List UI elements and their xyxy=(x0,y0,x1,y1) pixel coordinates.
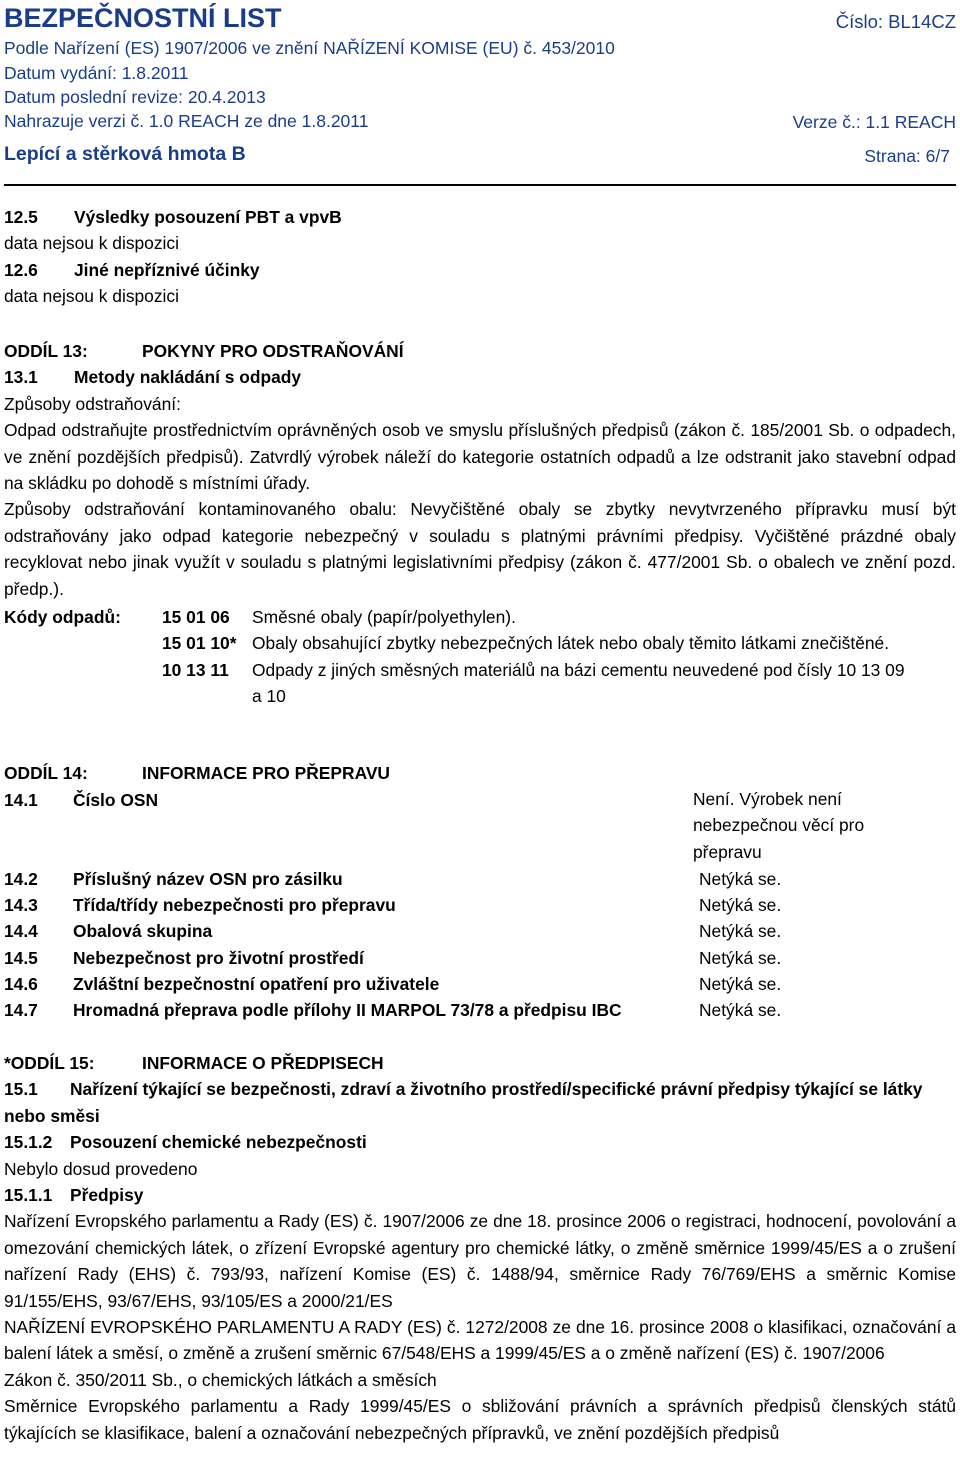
transport-value: Netýká se. xyxy=(699,869,782,889)
section-12-continued xyxy=(4,204,956,310)
waste-code-description: Obaly obsahující zbytky nebezpečných látek nebo obaly těmito látkami znečištěné. xyxy=(252,633,890,654)
transport-value: Není. Výrobek není nebezpečnou věcí pro přepravu xyxy=(693,789,865,862)
section-15 xyxy=(4,1050,956,1446)
transport-label: Zvláštní bezpečnostní opatření pro uživatele xyxy=(73,974,440,994)
regulation-act-350: Zákon č. 350/2011 Sb., o chemických látkách a směsích xyxy=(4,1369,437,1390)
heading-12-6: 12.6 Jiné nepříznivé účinky xyxy=(4,259,260,280)
transport-row: 14.4 Obalová skupina Netýká se. xyxy=(4,918,956,944)
waste-code-description: Odpady z jiných směsných materiálů na bázi cementu neuvedené pod čísly 10 13 09 a 10 xyxy=(252,659,905,707)
waste-code-row xyxy=(4,604,956,630)
section-14-heading: ODDÍL 14: INFORMACE PRO PŘEPRAVU xyxy=(4,763,390,783)
heading-12-5: 12.5 Výsledky posouzení PBT a vpvB xyxy=(4,207,342,227)
transport-label: Nebezpečnost pro životní prostředí xyxy=(73,948,364,968)
regulation-clp: NAŘÍZENÍ EVROPSKÉHO PARLAMENTU A RADY (ES) č. 1272/2008 ze dne 16. prosince 2008 o klasifikaci, označování a balení látek a směsí, o změně a zrušení směrnic 67/548/EHS a 1999/45/ES a o změně nařízení (ES) č. 1907/2006 xyxy=(4,1317,956,1364)
regulation-reach: Nařízení Evropského parlamentu a Rady (ES) č. 1907/2006 ze dne 18. prosince 2006 o registraci, hodnocení, povolování a omezování chemických látek, o zřízení Evropské agentury pro chemické látky, o změně směrnice 1999/45/ES a o zrušení nařízení Rady (EHS) č. 793/93, nařízení Komise (ES) č. 1488/94, směrnice Rady 76/769/EHS a směrnic Komise 91/155/EHS, 93/67/EHS, 93/105/ES a 2000/21/ES xyxy=(4,1211,956,1311)
document-title: BEZPEČNOSTNÍ LIST xyxy=(4,3,282,33)
waste-code-row xyxy=(4,630,956,656)
transport-label: Příslušný název OSN pro zásilku xyxy=(73,869,343,889)
section-15-heading: *ODDÍL 15: INFORMACE O PŘEDPISECH xyxy=(4,1053,384,1073)
heading-15-1-1: 15.1.1 Předpisy xyxy=(4,1184,144,1205)
transport-value: Netýká se. xyxy=(699,921,782,941)
regulation-directive-1999-45: Směrnice Evropského parlamentu a Rady 1999/45/ES o sbližování právních a správních předpisů členských států týkajících se klasifikace, balení a označování nebezpečných přípravků, ve znění pozdějších předpisů xyxy=(4,1396,956,1443)
issue-date: Datum vydání: 1.8.2011 xyxy=(4,63,189,83)
text-12-5: data nejsou k dispozici xyxy=(4,233,179,254)
heading-15-1-2: 15.1.2 Posouzení chemické nebezpečnosti xyxy=(4,1132,367,1153)
product-name: Lepící a stěrková hmota B xyxy=(4,143,246,165)
transport-row: 14.6 Zvláštní bezpečnostní opatření pro uživatele Netýká se. xyxy=(4,971,956,997)
revision-date: Datum poslední revize: 20.4.2013 xyxy=(4,87,266,107)
regulation-line: Podle Nařízení (ES) 1907/2006 ve znění NAŘÍZENÍ KOMISE (EU) č. 453/2010 xyxy=(4,38,615,58)
waste-code-row xyxy=(4,657,956,710)
disposal-methods-label: Způsoby odstraňování: xyxy=(4,393,181,414)
text-15-1-2: Nebylo dosud provedeno xyxy=(4,1158,198,1179)
transport-label: Hromadná přeprava podle přílohy II MARPOL 73/78 a předpisu IBC xyxy=(73,1000,622,1020)
section-13 xyxy=(4,338,956,602)
transport-row: 14.2 Příslušný název OSN pro zásilku Netýká se. xyxy=(4,866,956,892)
waste-codes-label: Kódy odpadů: xyxy=(4,607,121,627)
transport-label: Číslo OSN xyxy=(73,790,159,810)
heading-15-1: 15.1 Nařízení týkající se bezpečnosti, zdraví a životního prostředí/specifické právní předpisy týkající se látky nebo směsi xyxy=(4,1079,923,1126)
header-divider xyxy=(4,184,956,186)
transport-row: 14.7 Hromadná přeprava podle přílohy II MARPOL 73/78 a předpisu IBC Netýká se. xyxy=(4,997,956,1023)
packaging-disposal-paragraph: Způsoby odstraňování kontaminovaného obalu: Nevyčištěné obaly se zbytky nevytvrzeného přípravku musí být odstraňovány jako odpad kategorie nebezpečný v souladu s platnými právními předpisy. Vyčištěné prázdné obaly recyklovat nebo jinak využít v souladu s platnými legislativními předpisy (zákon č. 477/2001 Sb. o obalech ve znění pozd. předp.). xyxy=(4,499,956,599)
waste-code: 15 01 10* xyxy=(162,633,237,654)
page-number: Strana: 6/7 xyxy=(864,146,950,166)
waste-code-description: Směsné obaly (papír/polyethylen). xyxy=(252,607,516,627)
sheet-number: Číslo: BL14CZ xyxy=(835,11,956,32)
transport-label: Obalová skupina xyxy=(73,921,213,941)
section-13-heading: ODDÍL 13: POKYNY PRO ODSTRAŇOVÁNÍ xyxy=(4,341,404,361)
transport-value: Netýká se. xyxy=(699,1000,782,1020)
waste-code: 10 13 11 xyxy=(162,659,229,680)
waste-code: 15 01 06 xyxy=(162,607,230,627)
transport-value: Netýká se. xyxy=(699,974,782,994)
transport-row: 14.5 Nebezpečnost pro životní prostředí Netýká se. xyxy=(4,945,956,971)
transport-row: 14.3 Třída/třídy nebezpečnosti pro přepravu Netýká se. xyxy=(4,892,956,918)
transport-value: Netýká se. xyxy=(699,948,782,968)
heading-13-1: 13.1 Metody nakládání s odpady xyxy=(4,367,302,388)
text-12-6: data nejsou k dispozici xyxy=(4,286,179,307)
waste-codes-table xyxy=(4,604,956,710)
transport-label: Třída/třídy nebezpečnosti pro přepravu xyxy=(73,895,396,915)
replaces-version: Nahrazuje verzi č. 1.0 REACH ze dne 1.8.2011 xyxy=(4,111,369,131)
disposal-paragraph: Odpad odstraňujte prostřednictvím oprávněných osob ve smyslu příslušných předpisů (zákon č. 185/2001 Sb. o odpadech, ve znění pozdějších předpisů). Zatvrdlý výrobek náleží do kategorie ostatních odpadů a lze odstranit jako stavební odpad na skládku po dohodě s místními úřady. xyxy=(4,420,956,493)
version-number: Verze č.: 1.1 REACH xyxy=(792,112,956,132)
transport-value: Netýká se. xyxy=(699,895,782,915)
transport-row: 14.1 Číslo OSN xyxy=(4,787,956,813)
